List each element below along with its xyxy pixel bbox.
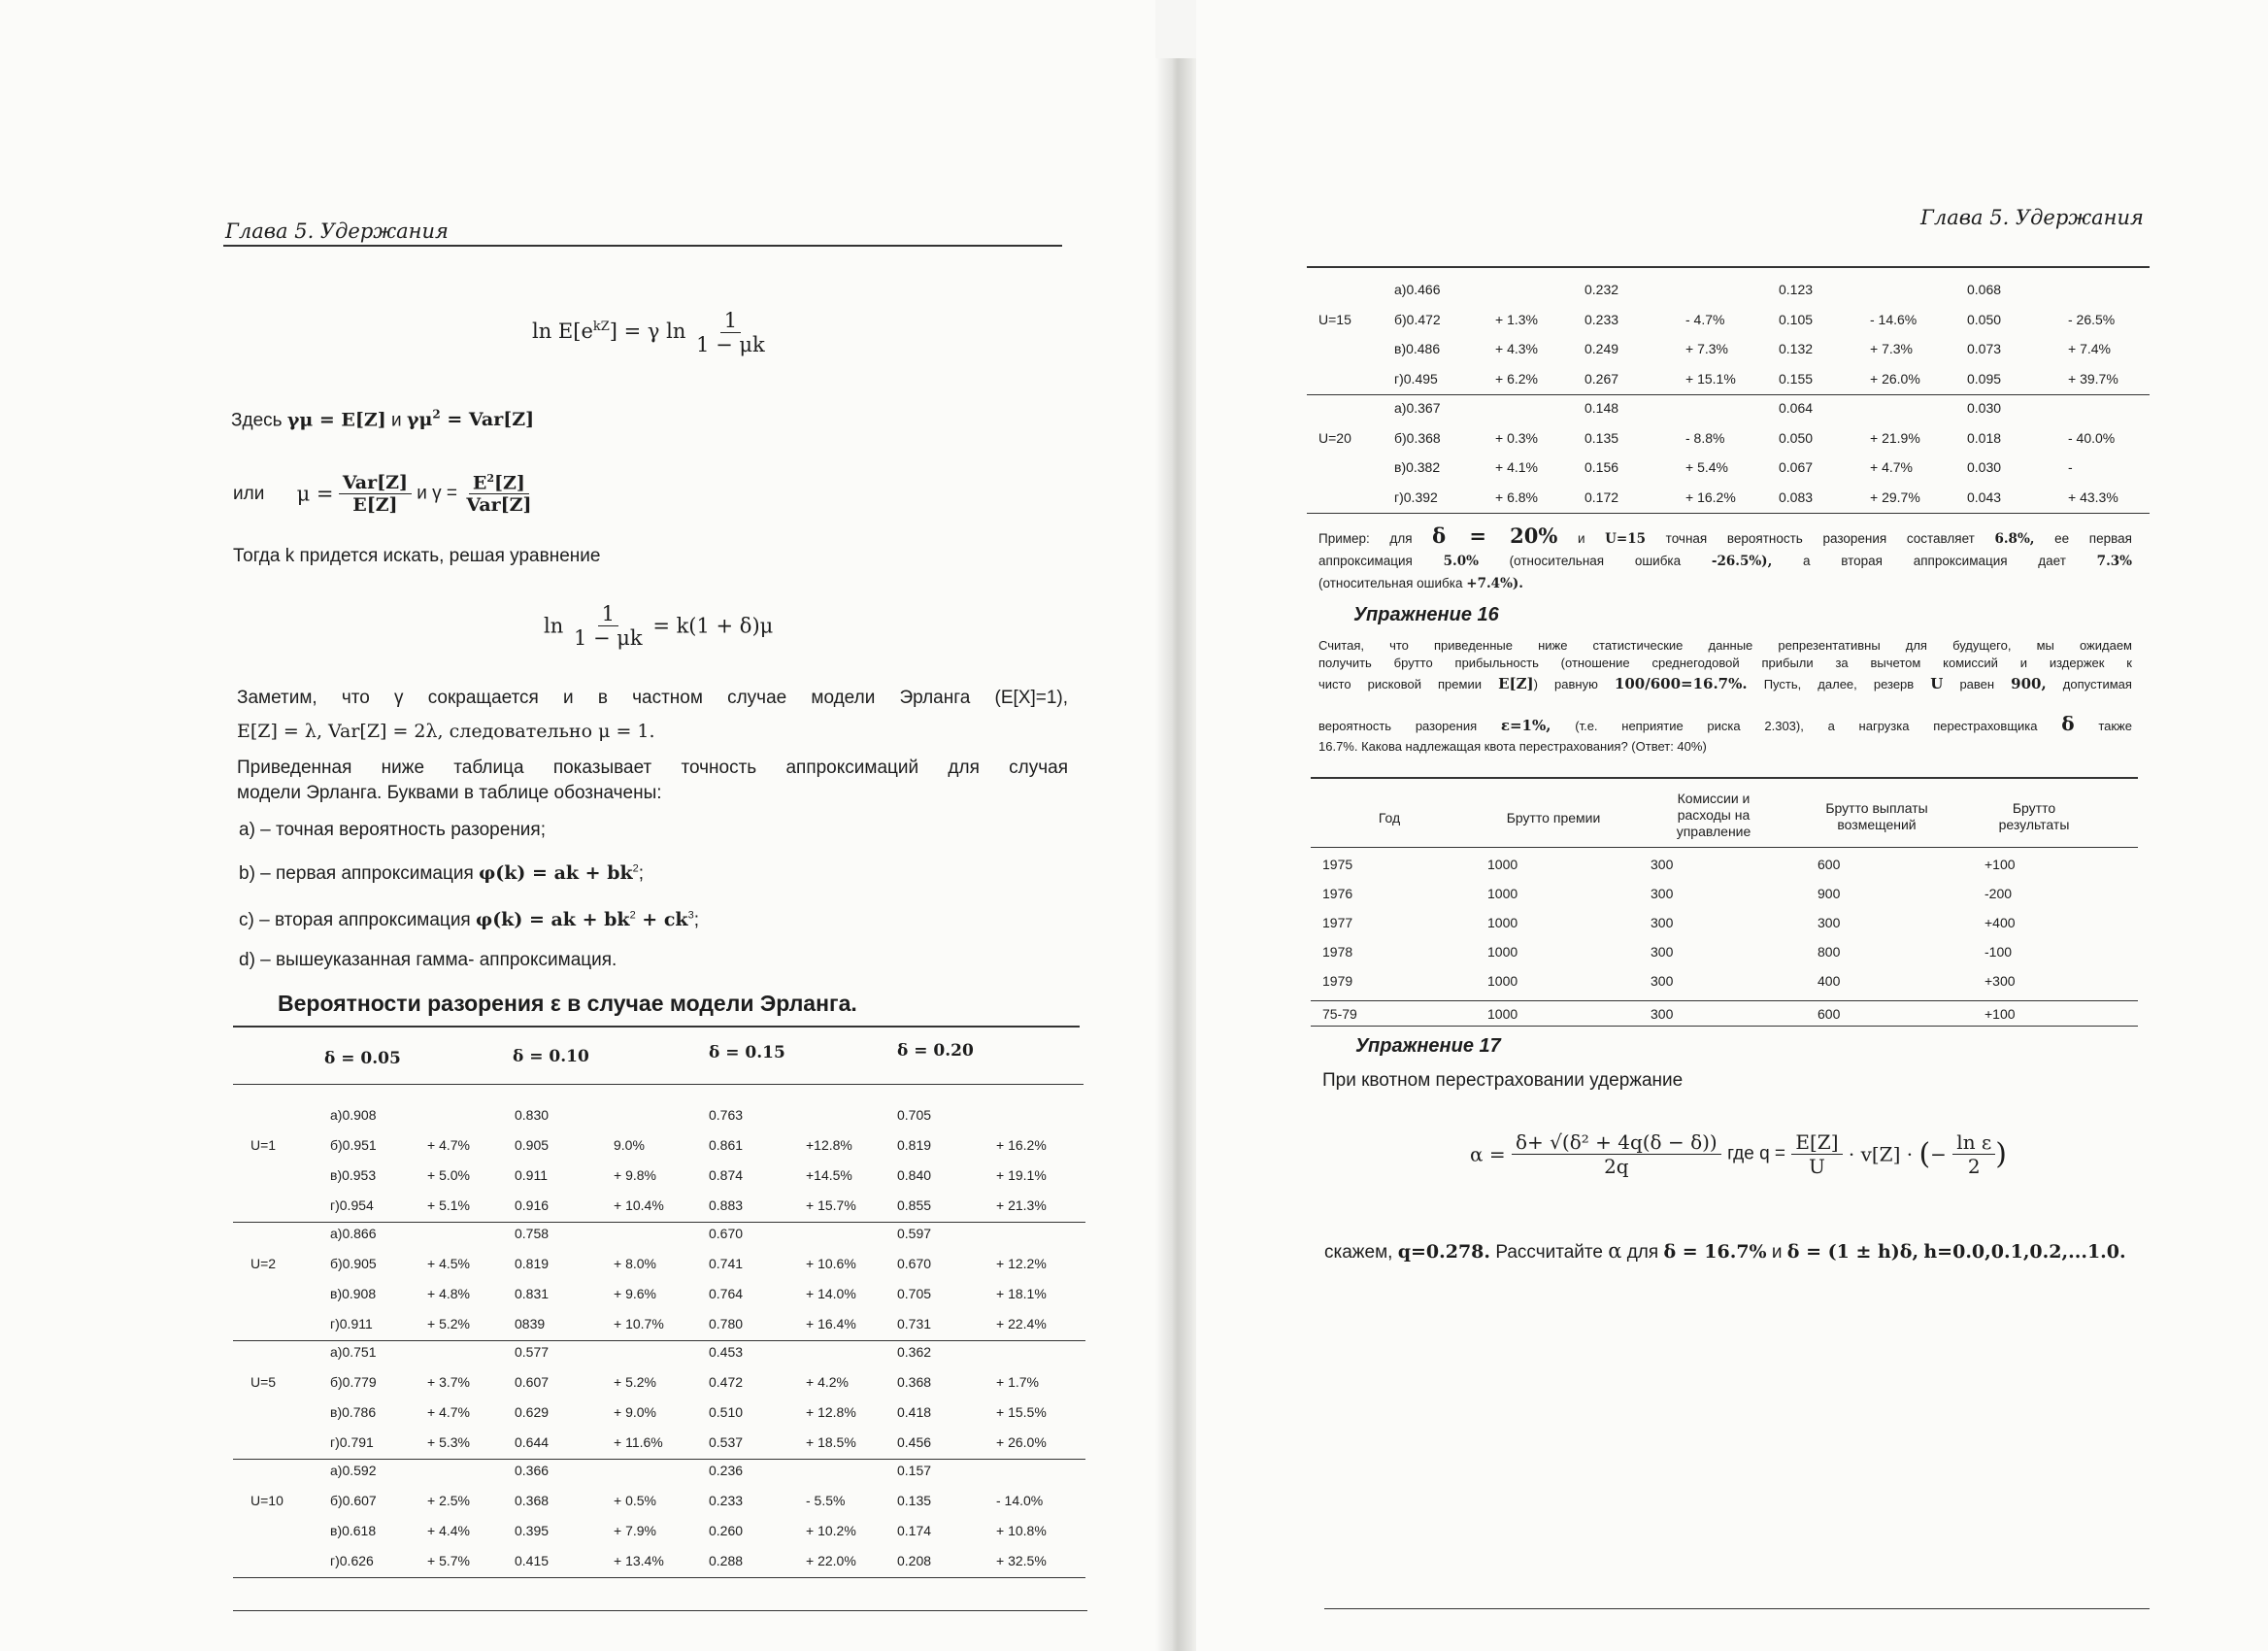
table-cell: + 2.5% <box>427 1493 470 1508</box>
table-cell: + 9.6% <box>614 1286 656 1301</box>
year-table-cell: 1977 <box>1322 915 1353 930</box>
para-line-1: Приведенная ниже таблица показывает точность аппроксимаций для случая <box>237 758 1068 778</box>
table-cell: 0.095 <box>1967 370 2002 387</box>
table-cell: 0.233 <box>1584 311 1619 327</box>
year-table-total-rule <box>1311 1000 2138 1001</box>
table-cell: 0.861 <box>709 1137 744 1153</box>
table-cell: 0.597 <box>897 1226 932 1241</box>
table-cell: 0839 <box>515 1316 546 1331</box>
table-cell: 0.577 <box>515 1344 550 1360</box>
year-table-cell: 300 <box>1651 857 1674 872</box>
right-bottom-rule <box>1324 1608 2150 1609</box>
table-cell: 0.418 <box>897 1404 932 1420</box>
table-cell: в)0.486 <box>1394 341 1441 356</box>
table-cell: 0.105 <box>1779 311 1814 327</box>
table-cell: + 15.5% <box>996 1404 1047 1420</box>
table-cell: 0.288 <box>709 1553 744 1568</box>
example-line-1: Пример: для δ = 20% и U=15 точная вероятность разорения составляет 6.8%, ее первая <box>1318 523 2132 548</box>
table-cell: г)0.626 <box>330 1553 374 1568</box>
table-cell: в)0.953 <box>330 1167 377 1183</box>
item-d: d) – вышеуказанная гамма- аппроксимация. <box>239 950 617 970</box>
table-cell: г)0.954 <box>330 1197 374 1213</box>
table-head-rule <box>233 1084 1084 1085</box>
table-cell: +12.8% <box>806 1137 852 1153</box>
group-rule <box>1307 513 2150 514</box>
table-cell: 0.267 <box>1584 370 1619 387</box>
exercise-16-title: Упражнение 16 <box>1353 604 1499 625</box>
table-cell: 0.510 <box>709 1404 744 1420</box>
ex16-line-3: чисто рисковой премии E[Z]) равную 100/600=16.7%. Пусть, далее, резерв U равен 900, допустимая <box>1318 675 2132 692</box>
ex16-line-5: 16.7%. Какова надлежащая квота перестрахования? (Ответ: 40%) <box>1318 739 1707 754</box>
example-line-2: аппроксимация 5.0% (относительная ошибка -26.5%), а вторая аппроксимация дает 7.3% <box>1318 554 2132 569</box>
table-cell: 0.067 <box>1779 459 1814 475</box>
table-cell: 0.362 <box>897 1344 932 1360</box>
year-table-cell: +400 <box>1984 915 2016 930</box>
table-cell: + 4.8% <box>427 1286 470 1301</box>
group-label: U=1 <box>250 1137 277 1153</box>
table-cell: + 29.7% <box>1870 489 1920 505</box>
group-rule <box>233 1459 1085 1460</box>
table-cell: г)0.495 <box>1394 370 1438 387</box>
ex17-text: При квотном перестраховании удержание <box>1322 1070 1684 1091</box>
table-cell: 0.780 <box>709 1316 744 1331</box>
year-table-cell: 1975 <box>1322 857 1353 872</box>
table-cell: 0.083 <box>1779 489 1814 505</box>
table-cell: - 5.5% <box>806 1493 846 1508</box>
book-gutter <box>1155 58 1196 1651</box>
table-cell: 0.758 <box>515 1226 550 1241</box>
table-cell: + 21.3% <box>996 1197 1047 1213</box>
ex17-formula: α = $\frac{\text{δ+ √(δ² + 4q(δ − δ))}}{2q}$ где q = $\frac{E[Z]}{U}$ · v[Z] · (− $\frac{\text{ln ε}}{2}$ ) <box>1470 1130 2008 1178</box>
table-cell: 0.050 <box>1779 429 1814 446</box>
table-cell: 0.537 <box>709 1434 744 1450</box>
table-cell: + 0.3% <box>1495 429 1538 446</box>
year-table-cell: 300 <box>1818 915 1841 930</box>
item-b: b) – первая аппроксимация φ(k) = ak + $bk^2$; <box>239 862 645 884</box>
ex16-line-1: Считая, что приведенные ниже статистические данные репрезентативны для будущего, мы ожидаем <box>1318 638 2132 653</box>
table-cell: + 43.3% <box>2068 489 2118 505</box>
formula-log-mgf: $\ln E[e^{kZ}] = \gamma$ ln $\frac{1}{1 - \mu k}$ <box>532 309 765 356</box>
table-title: Вероятности разорения ε в случае модели Эрланга. <box>278 991 857 1016</box>
table-cell: 0.030 <box>1967 400 2002 416</box>
table-cell: + 18.1% <box>996 1286 1047 1301</box>
year-table-cell: +100 <box>1984 857 2016 872</box>
table-cell: 0.236 <box>709 1463 744 1478</box>
table-cell: + 12.2% <box>996 1256 1047 1271</box>
table-cell: 0.156 <box>1584 459 1619 475</box>
table-cell: а)0.866 <box>330 1226 377 1241</box>
table-cell: 0.172 <box>1584 489 1619 505</box>
table-cell: - 40.0% <box>2068 429 2116 446</box>
table-cell: + 1.7% <box>996 1374 1039 1390</box>
table-cell: 0.366 <box>515 1463 550 1478</box>
year-table-cell: 1979 <box>1322 973 1353 989</box>
table-cell: + 4.7% <box>1870 459 1913 475</box>
para-line-2: модели Эрланга. Буквами в таблице обозначены: <box>237 783 662 803</box>
table-cell: + 5.4% <box>1685 459 1728 475</box>
table-cell: + 9.0% <box>614 1404 656 1420</box>
table-cell: 0.123 <box>1779 282 1814 297</box>
table-cell: 0.174 <box>897 1523 932 1538</box>
table-cell: 0.073 <box>1967 341 2002 356</box>
table-cell: б)0.472 <box>1394 311 1441 327</box>
premium-col-head: Брутто премии <box>1506 810 1601 826</box>
table-cell: + 5.1% <box>427 1197 470 1213</box>
year-table-cell: 300 <box>1651 1006 1674 1022</box>
table-cell: + 10.7% <box>614 1316 664 1331</box>
table-cell: + 4.7% <box>427 1404 470 1420</box>
year-table-cell: 600 <box>1818 1006 1841 1022</box>
table-cell: + 5.7% <box>427 1553 470 1568</box>
table-cell: б)0.779 <box>330 1374 377 1390</box>
table-cell: + 15.7% <box>806 1197 856 1213</box>
table-cell: 0.911 <box>515 1167 548 1183</box>
here-line: Здесь γμ = E[Z] и $\gamma\mu^2 = Var[Z]$ <box>231 408 535 431</box>
item-a: а) – точная вероятность разорения; <box>239 820 546 840</box>
table-cell: г)0.392 <box>1394 489 1438 505</box>
table-cell: + 6.8% <box>1495 489 1538 505</box>
table-cell: 0.232 <box>1584 282 1619 297</box>
table-cell: 0.260 <box>709 1523 744 1538</box>
table-cell: 0.415 <box>515 1553 550 1568</box>
table-cell: в)0.908 <box>330 1286 377 1301</box>
table-cell: + 7.4% <box>2068 341 2111 356</box>
table-cell: 0.670 <box>709 1226 744 1241</box>
commission-col-head: Комиссии и расходы на управление <box>1676 791 1751 839</box>
year-table-cell: 300 <box>1651 915 1674 930</box>
table-cell: 0.705 <box>897 1286 932 1301</box>
year-table-cell: 1000 <box>1487 915 1518 930</box>
table-cell: б)0.905 <box>330 1256 377 1271</box>
year-table-top-rule <box>1311 777 2138 779</box>
table-cell: + 10.4% <box>614 1197 664 1213</box>
left-page-header: Глава 5. Удержания <box>225 219 449 243</box>
table-cell: 0.068 <box>1967 282 2002 297</box>
or-line: или μ = $\frac{\text{Var[Z]}}{E[Z]}$ и γ = $\frac{E^2[Z]}{\text{Var[Z]}}$ <box>233 472 532 517</box>
table-cell: в)0.382 <box>1394 459 1441 475</box>
table-cell: 9.0% <box>614 1137 645 1153</box>
group-label: U=5 <box>250 1374 277 1390</box>
table-cell: + 10.2% <box>806 1523 856 1538</box>
year-table-cell: 1000 <box>1487 886 1518 901</box>
table-cell: 0.050 <box>1967 311 2002 327</box>
right-page-header: Глава 5. Удержания <box>1920 206 2144 229</box>
table-cell: г)0.791 <box>330 1434 374 1450</box>
table-cell: - 8.8% <box>1685 429 1725 446</box>
table-cell: + 22.4% <box>996 1316 1047 1331</box>
table-cell: + 4.5% <box>427 1256 470 1271</box>
year-table-cell: +100 <box>1984 1006 2016 1022</box>
table-cell: + 21.9% <box>1870 429 1920 446</box>
table-cell: 0.763 <box>709 1107 744 1123</box>
table-top-rule <box>233 1026 1080 1028</box>
table-cell: + 39.7% <box>2068 370 2118 387</box>
table-cell: 0.731 <box>897 1316 932 1331</box>
table-cell: + 4.3% <box>1495 341 1538 356</box>
table-cell: б)0.607 <box>330 1493 377 1508</box>
note-line-2: E[Z] = λ, Var[Z] = 2λ, следовательно μ = 1. <box>237 721 655 742</box>
table-cell: 0.064 <box>1779 400 1814 416</box>
table-cell: 0.905 <box>515 1137 550 1153</box>
table-cell: + 0.5% <box>614 1493 656 1508</box>
group-rule <box>233 1340 1085 1341</box>
year-table-cell: 300 <box>1651 973 1674 989</box>
table-cell: 0.208 <box>897 1553 932 1568</box>
table-cell: 0.368 <box>515 1493 550 1508</box>
group-rule <box>1307 394 2150 395</box>
claims-col-head: Брутто выплаты возмещений <box>1825 800 1928 832</box>
table-cell: 0.453 <box>709 1344 744 1360</box>
table-cell: 0.855 <box>897 1197 932 1213</box>
year-table-cell: 1000 <box>1487 1006 1518 1022</box>
table-cell: 0.472 <box>709 1374 744 1390</box>
table-cell: + 15.1% <box>1685 370 1736 387</box>
note-line-1: Заметим, что γ сокращается и в частном случае модели Эрланга (E[X]=1), <box>237 688 1068 708</box>
year-table-cell: 300 <box>1651 886 1674 901</box>
example-line-3: (относительная ошибка +7.4%). <box>1318 576 1523 591</box>
left-bottom-rule <box>233 1610 1087 1611</box>
table-cell: + 4.4% <box>427 1523 470 1538</box>
table-cell: + 9.8% <box>614 1167 656 1183</box>
table-cell: 0.670 <box>897 1256 932 1271</box>
table-cell: 0.764 <box>709 1286 744 1301</box>
group-rule <box>233 1577 1085 1578</box>
year-table-cell: 1000 <box>1487 857 1518 872</box>
table-cell: 0.157 <box>897 1463 932 1478</box>
table-cell: + 16.4% <box>806 1316 856 1331</box>
table-cell: 0.135 <box>1584 429 1619 446</box>
table-cell: + 26.0% <box>1870 370 1920 387</box>
table-cell: а)0.466 <box>1394 282 1441 297</box>
table-cell: 0.831 <box>515 1286 550 1301</box>
item-c: c) – вторая аппроксимация φ(k) = ak + $bk^2 + ck^3$; <box>239 909 699 930</box>
table-cell: б)0.951 <box>330 1137 377 1153</box>
year-table-head-rule <box>1311 847 2138 848</box>
table-cell: а)0.751 <box>330 1344 377 1360</box>
table-cell: 0.135 <box>897 1493 932 1508</box>
table-cell: + 5.2% <box>427 1316 470 1331</box>
table-cell: + 3.7% <box>427 1374 470 1390</box>
year-table-cell: 300 <box>1651 944 1674 960</box>
delta-head-3: δ = 0.15 <box>709 1043 785 1062</box>
then-line: Тогда k придется искать, решая уравнение <box>233 546 601 566</box>
table-cell: 0.148 <box>1584 400 1619 416</box>
delta-head-4: δ = 0.20 <box>897 1041 974 1061</box>
table-cell: б)0.368 <box>1394 429 1441 446</box>
year-table-cell: -200 <box>1984 886 2013 901</box>
delta-head-1: δ = 0.05 <box>324 1049 401 1068</box>
table-cell: + 32.5% <box>996 1553 1047 1568</box>
table-cell: + 13.4% <box>614 1553 664 1568</box>
table-cell: 0.456 <box>897 1434 932 1450</box>
table-cell: + 10.8% <box>996 1523 1047 1538</box>
table-cell: + 7.3% <box>1870 341 1913 356</box>
table-cell: + 16.2% <box>1685 489 1736 505</box>
left-header-rule <box>223 245 1062 247</box>
year-table-cell: 1978 <box>1322 944 1353 960</box>
table-cell: 0.741 <box>709 1256 744 1271</box>
table-cell: 0.030 <box>1967 459 2002 475</box>
exercise-17-title: Упражнение 17 <box>1355 1035 1501 1057</box>
table-cell: +14.5% <box>806 1167 852 1183</box>
table-cell: 0.395 <box>515 1523 550 1538</box>
year-table-cell: 1000 <box>1487 944 1518 960</box>
table-cell: а)0.592 <box>330 1463 377 1478</box>
year-table-cell: 1000 <box>1487 973 1518 989</box>
table-cell: 0.916 <box>515 1197 550 1213</box>
table-cell: 0.018 <box>1967 429 2002 446</box>
table-cell: - 26.5% <box>2068 311 2116 327</box>
table-cell: + 5.3% <box>427 1434 470 1450</box>
table-cell: 0.233 <box>709 1493 744 1508</box>
table-cell: г)0.911 <box>330 1316 373 1331</box>
table-cell: 0.819 <box>515 1256 550 1271</box>
formula-equation-k: ln $\frac{1}{1 - \mu k}$ = k(1 + δ)μ <box>544 602 774 650</box>
table-cell: + 6.2% <box>1495 370 1538 387</box>
group-rule <box>233 1222 1085 1223</box>
table-cell: - 14.0% <box>996 1493 1044 1508</box>
table-cell: 0.607 <box>515 1374 550 1390</box>
delta-head-2: δ = 0.10 <box>513 1047 589 1066</box>
table-cell: + 7.3% <box>1685 341 1728 356</box>
right-header-rule <box>1307 266 2150 268</box>
year-table-cell: 900 <box>1818 886 1841 901</box>
table-cell: + 4.7% <box>427 1137 470 1153</box>
year-table-bottom-rule <box>1311 1026 2138 1027</box>
year-table-cell: 75-79 <box>1322 1006 1357 1022</box>
table-cell: + 10.6% <box>806 1256 856 1271</box>
year-col-head: Год <box>1378 810 1401 826</box>
table-cell: + 16.2% <box>996 1137 1047 1153</box>
table-cell: в)0.786 <box>330 1404 377 1420</box>
table-cell: + 7.9% <box>614 1523 656 1538</box>
table-cell: 0.840 <box>897 1167 932 1183</box>
table-cell: + 8.0% <box>614 1256 656 1271</box>
table-cell: 0.155 <box>1779 370 1814 387</box>
table-cell: + 5.0% <box>427 1167 470 1183</box>
result-col-head: Брутто результаты <box>1998 800 2070 832</box>
table-cell: + 14.0% <box>806 1286 856 1301</box>
table-cell: + 5.2% <box>614 1374 656 1390</box>
year-table-cell: 600 <box>1818 857 1841 872</box>
ex16-line-2: получить брутто прибыльность (отношение среднегодовой прибыли за вычетом комиссий и издержек к <box>1318 656 2132 670</box>
ex16-line-4: вероятность разорения ε=1%, (т.е. неприятие риска 2.303), а нагрузка перестраховщика δ также <box>1318 712 2132 735</box>
table-cell: + 1.3% <box>1495 311 1538 327</box>
table-cell: - 14.6% <box>1870 311 1918 327</box>
table-cell: 0.705 <box>897 1107 932 1123</box>
table-cell: 0.629 <box>515 1404 550 1420</box>
table-cell: а)0.367 <box>1394 400 1441 416</box>
table-cell: + 22.0% <box>806 1553 856 1568</box>
year-table-cell: -100 <box>1984 944 2013 960</box>
ex17-last-line: скажем, q=0.278. Рассчитайте α для δ = 16.7% и δ = (1 ± h)δ, h=0.0,0.1,0.2,...1.0. <box>1324 1239 2126 1263</box>
table-cell: 0.132 <box>1779 341 1814 356</box>
table-cell: а)0.908 <box>330 1107 377 1123</box>
year-table-cell: 400 <box>1818 973 1841 989</box>
table-cell: 0.874 <box>709 1167 744 1183</box>
table-cell: + 26.0% <box>996 1434 1047 1450</box>
table-cell: 0.830 <box>515 1107 550 1123</box>
table-cell: - 4.7% <box>1685 311 1725 327</box>
table-cell: + 11.6% <box>614 1434 663 1450</box>
table-cell: + 18.5% <box>806 1434 856 1450</box>
group-label: U=2 <box>250 1256 277 1271</box>
group-label: U=15 <box>1318 311 1351 327</box>
table-cell: в)0.618 <box>330 1523 377 1538</box>
table-cell: + 12.8% <box>806 1404 856 1420</box>
table-cell: 0.883 <box>709 1197 744 1213</box>
table-cell: 0.819 <box>897 1137 932 1153</box>
year-table-cell: 1976 <box>1322 886 1353 901</box>
table-cell: + 4.1% <box>1495 459 1538 475</box>
table-cell: - <box>2068 459 2073 475</box>
year-table-cell: 800 <box>1818 944 1841 960</box>
table-cell: 0.249 <box>1584 341 1619 356</box>
table-cell: + 19.1% <box>996 1167 1047 1183</box>
table-cell: 0.043 <box>1967 489 2002 505</box>
table-cell: + 4.2% <box>806 1374 849 1390</box>
year-table-cell: +300 <box>1984 973 2016 989</box>
table-cell: 0.644 <box>515 1434 550 1450</box>
group-label: U=10 <box>250 1493 284 1508</box>
group-label: U=20 <box>1318 429 1351 446</box>
table-cell: 0.368 <box>897 1374 932 1390</box>
